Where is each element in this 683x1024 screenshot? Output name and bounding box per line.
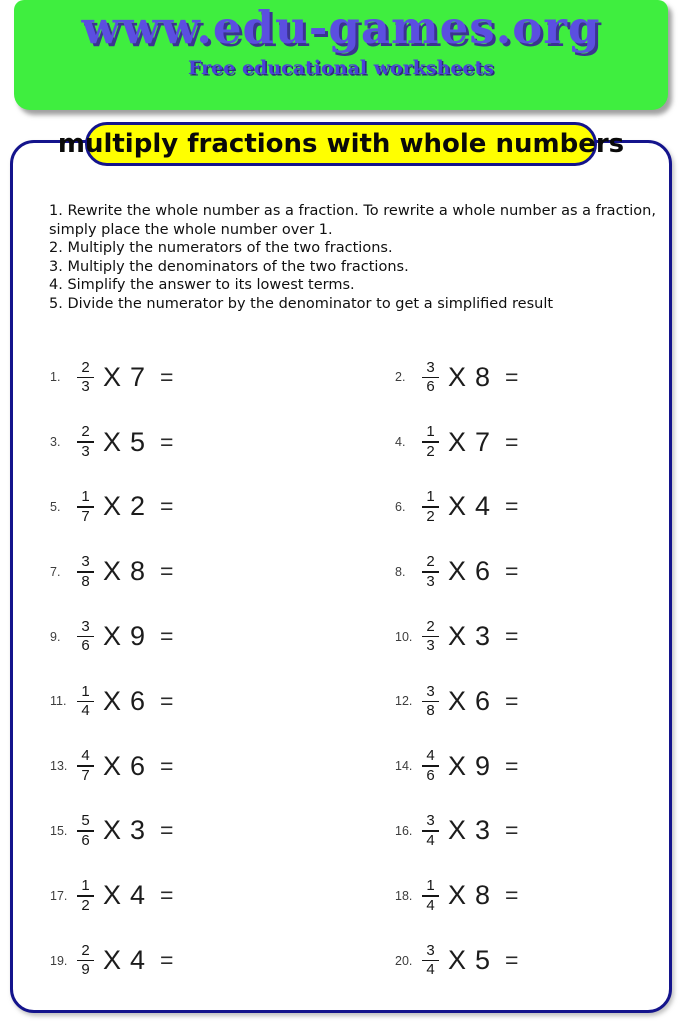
- multiplication-term: [103, 815, 145, 846]
- fraction-numerator: 1: [426, 423, 435, 441]
- fraction: [422, 941, 439, 979]
- fraction: [77, 682, 94, 720]
- problem-number: 18.: [395, 888, 413, 903]
- whole-number: 6: [130, 685, 146, 716]
- problem-row: [395, 604, 646, 669]
- equals-sign: =: [505, 947, 519, 974]
- problem-row: [50, 345, 395, 410]
- fraction: [77, 876, 94, 914]
- multiplication-term: [448, 556, 490, 587]
- fraction: [422, 617, 439, 655]
- problem-number: 14.: [395, 759, 413, 774]
- multiplication-term: [103, 491, 145, 522]
- fraction-numerator: 3: [426, 941, 435, 959]
- whole-number: 2: [130, 491, 146, 522]
- problem-number: 20.: [395, 953, 413, 968]
- problem-number: 9.: [50, 629, 61, 644]
- problem-number: 4.: [395, 435, 406, 450]
- problem-number: 13.: [50, 759, 68, 774]
- whole-number: 7: [475, 426, 491, 457]
- multiplication-term: [448, 491, 490, 522]
- problem-row: [50, 928, 395, 993]
- problem-row: [50, 863, 395, 928]
- equals-sign: =: [505, 817, 519, 844]
- fraction: [422, 814, 439, 848]
- problem-number: 6.: [395, 499, 406, 514]
- multiplication-term: [448, 945, 490, 976]
- equals-sign: =: [160, 817, 174, 844]
- fraction: [422, 358, 439, 396]
- fraction: [77, 358, 94, 396]
- fraction: [77, 425, 94, 459]
- equals-sign: =: [160, 558, 174, 585]
- multiply-operator: X: [103, 621, 122, 652]
- whole-number: 3: [475, 621, 491, 652]
- problem-number: 5.: [50, 499, 61, 514]
- fraction-numerator: 2: [81, 423, 90, 441]
- multiplication-term: [103, 362, 145, 393]
- whole-number: 6: [475, 556, 491, 587]
- fraction-denominator: 4: [426, 831, 435, 849]
- problem-row: [50, 604, 395, 669]
- problem-row: [50, 475, 395, 540]
- fraction-denominator: 6: [81, 637, 90, 655]
- whole-number: 5: [475, 945, 491, 976]
- whole-number: 6: [130, 750, 146, 781]
- equals-sign: =: [505, 558, 519, 585]
- equals-sign: =: [505, 428, 519, 455]
- multiply-operator: X: [448, 750, 467, 781]
- fraction-numerator: 3: [426, 358, 435, 376]
- site-title: www.edu-games.org: [81, 1, 601, 54]
- problem-row: [395, 669, 646, 734]
- equals-sign: =: [160, 947, 174, 974]
- problem-row: [395, 539, 646, 604]
- fraction-numerator: 1: [426, 488, 435, 506]
- equals-sign: =: [505, 493, 519, 520]
- problem-number: 12.: [395, 694, 413, 709]
- fraction-denominator: 8: [426, 702, 435, 720]
- problem-row: [395, 345, 646, 410]
- problem-number: 1.: [50, 370, 61, 385]
- multiplication-term: [103, 427, 145, 458]
- problem-row: [395, 928, 646, 993]
- fraction: [422, 682, 439, 720]
- multiplication-term: [448, 621, 490, 652]
- whole-number: 4: [130, 880, 146, 911]
- multiply-operator: X: [448, 685, 467, 716]
- instructions-block: [49, 202, 663, 314]
- equals-sign: =: [505, 623, 519, 650]
- multiply-operator: X: [448, 945, 467, 976]
- problem-row: [50, 734, 395, 799]
- equals-sign: =: [505, 363, 519, 390]
- problem-number: 11.: [50, 694, 67, 709]
- problem-row: [50, 410, 395, 475]
- problem-row: [395, 863, 646, 928]
- equals-sign: =: [160, 493, 174, 520]
- fraction-numerator: 1: [426, 876, 435, 894]
- fraction: [422, 490, 439, 524]
- problem-row: [395, 799, 646, 864]
- fraction-denominator: 4: [426, 961, 435, 979]
- fraction-numerator: 3: [426, 812, 435, 830]
- instruction-line: 2. Multiply the numerators of the two fractions.: [49, 240, 393, 257]
- equals-sign: =: [160, 363, 174, 390]
- problem-number: 8.: [395, 564, 406, 579]
- problem-row: [395, 475, 646, 540]
- problem-number: 17.: [50, 888, 68, 903]
- multiply-operator: X: [448, 491, 467, 522]
- problem-row: [50, 539, 395, 604]
- multiply-operator: X: [448, 880, 467, 911]
- fraction-denominator: 2: [81, 896, 90, 914]
- multiplication-term: [448, 880, 490, 911]
- multiplication-term: [103, 751, 145, 782]
- whole-number: 8: [475, 361, 491, 392]
- fraction-denominator: 6: [426, 767, 435, 785]
- equals-sign: =: [505, 687, 519, 714]
- whole-number: 6: [475, 685, 491, 716]
- multiply-operator: X: [103, 361, 122, 392]
- whole-number: 9: [130, 621, 146, 652]
- worksheet-title: multiply fractions with whole numbers: [57, 129, 625, 159]
- fraction-denominator: 2: [426, 507, 435, 525]
- equals-sign: =: [160, 428, 174, 455]
- fraction: [77, 552, 94, 590]
- instruction-line: 3. Multiply the denominators of the two fractions.: [49, 258, 409, 275]
- fraction: [77, 617, 94, 655]
- instruction-line: 5. Divide the numerator by the denominator to get a simplified result: [49, 295, 554, 312]
- fraction: [77, 490, 94, 524]
- problem-number: 19.: [50, 953, 68, 968]
- fraction-denominator: 7: [81, 767, 90, 785]
- fraction-numerator: 3: [81, 617, 90, 635]
- equals-sign: =: [505, 752, 519, 779]
- fraction-numerator: 1: [81, 682, 90, 700]
- fraction-denominator: 6: [81, 831, 90, 849]
- fraction: [422, 425, 439, 459]
- multiply-operator: X: [103, 491, 122, 522]
- multiplication-term: [448, 686, 490, 717]
- problem-row: [50, 799, 395, 864]
- fraction: [77, 749, 94, 783]
- equals-sign: =: [160, 623, 174, 650]
- fraction-denominator: 4: [81, 702, 90, 720]
- equals-sign: =: [505, 882, 519, 909]
- multiply-operator: X: [103, 815, 122, 846]
- multiplication-term: [103, 621, 145, 652]
- multiply-operator: X: [448, 361, 467, 392]
- multiplication-term: [103, 686, 145, 717]
- multiply-operator: X: [103, 426, 122, 457]
- fraction-denominator: 8: [81, 572, 90, 590]
- fraction: [77, 941, 94, 979]
- instruction-line: 4. Simplify the answer to its lowest terms.: [49, 277, 355, 294]
- fraction-denominator: 2: [426, 443, 435, 461]
- problem-number: 7.: [50, 564, 61, 579]
- multiplication-term: [103, 556, 145, 587]
- whole-number: 4: [475, 491, 491, 522]
- problem-row: [395, 734, 646, 799]
- whole-number: 9: [475, 750, 491, 781]
- multiply-operator: X: [103, 556, 122, 587]
- equals-sign: =: [160, 752, 174, 779]
- whole-number: 4: [130, 945, 146, 976]
- fraction-numerator: 3: [81, 552, 90, 570]
- multiplication-term: [448, 427, 490, 458]
- whole-number: 8: [475, 880, 491, 911]
- fraction-denominator: 3: [81, 378, 90, 396]
- fraction-numerator: 5: [81, 812, 90, 830]
- site-tagline: Free educational worksheets: [187, 57, 494, 79]
- fraction-denominator: 3: [426, 637, 435, 655]
- whole-number: 3: [130, 815, 146, 846]
- fraction-numerator: 2: [81, 941, 90, 959]
- whole-number: 5: [130, 426, 146, 457]
- multiply-operator: X: [103, 880, 122, 911]
- problem-number: 10.: [395, 629, 413, 644]
- problems-grid: [50, 345, 646, 993]
- fraction-denominator: 9: [81, 961, 90, 979]
- fraction: [422, 552, 439, 590]
- fraction: [422, 749, 439, 783]
- multiply-operator: X: [103, 945, 122, 976]
- problem-number: 15.: [50, 823, 68, 838]
- equals-sign: =: [160, 687, 174, 714]
- fraction-denominator: 7: [81, 507, 90, 525]
- multiplication-term: [448, 362, 490, 393]
- fraction: [77, 814, 94, 848]
- fraction-numerator: 1: [81, 488, 90, 506]
- worksheet-title-pill: [57, 122, 625, 166]
- instruction-line: 1. Rewrite the whole number as a fraction. To rewrite a whole number as a fraction, simply place the whole number over 1.: [49, 203, 656, 238]
- multiply-operator: X: [103, 750, 122, 781]
- fraction-numerator: 2: [426, 617, 435, 635]
- fraction-denominator: 3: [426, 572, 435, 590]
- multiplication-term: [448, 815, 490, 846]
- multiply-operator: X: [448, 621, 467, 652]
- fraction-numerator: 3: [426, 682, 435, 700]
- equals-sign: =: [160, 882, 174, 909]
- worksheet-body: [10, 129, 672, 1013]
- multiplication-term: [448, 751, 490, 782]
- multiply-operator: X: [448, 556, 467, 587]
- fraction-denominator: 4: [426, 896, 435, 914]
- fraction-numerator: 1: [81, 876, 90, 894]
- fraction: [422, 876, 439, 914]
- whole-number: 7: [130, 361, 146, 392]
- fraction-numerator: 4: [426, 747, 435, 765]
- multiplication-term: [103, 945, 145, 976]
- problem-number: 3.: [50, 435, 61, 450]
- fraction-numerator: 2: [81, 358, 90, 376]
- fraction-numerator: 2: [426, 552, 435, 570]
- whole-number: 8: [130, 556, 146, 587]
- multiply-operator: X: [103, 685, 122, 716]
- multiplication-term: [103, 880, 145, 911]
- fraction-denominator: 3: [81, 443, 90, 461]
- problem-number: 16.: [395, 823, 413, 838]
- fraction-numerator: 4: [81, 747, 90, 765]
- site-banner: [14, 0, 668, 110]
- fraction-denominator: 6: [426, 378, 435, 396]
- multiply-operator: X: [448, 426, 467, 457]
- problem-row: [395, 410, 646, 475]
- problem-row: [50, 669, 395, 734]
- whole-number: 3: [475, 815, 491, 846]
- multiply-operator: X: [448, 815, 467, 846]
- problem-number: 2.: [395, 370, 406, 385]
